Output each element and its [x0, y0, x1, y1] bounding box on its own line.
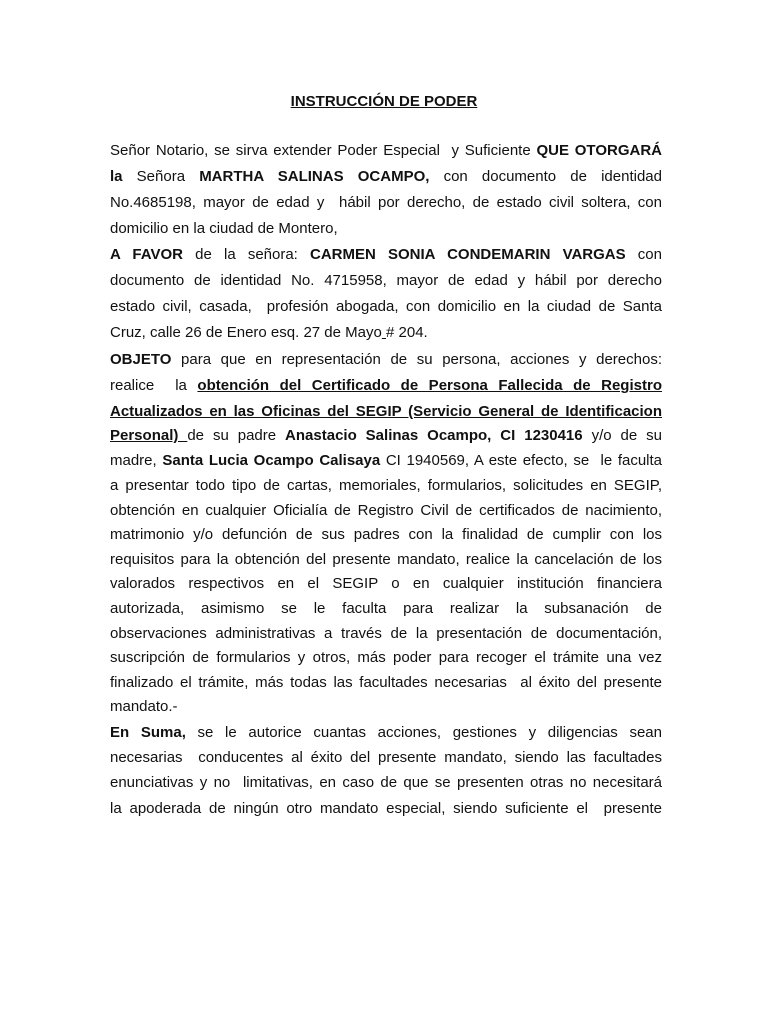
- line-text: para que en representación de su persona, acciones y derechos:: [171, 351, 662, 368]
- line-text: finalizado el trámite, más todas las facultades necesarias al éxito del presente: [110, 674, 662, 691]
- paragraph-line: [110, 501, 662, 521]
- bold-text: QUE OTORGARÁ: [536, 142, 662, 159]
- underlined-bold-text: obtención del Certificado de Persona Fallecida de Registro: [197, 377, 662, 394]
- paragraph-line: [110, 624, 662, 644]
- paragraph-line: [110, 167, 662, 187]
- line-text: necesarias conducentes al éxito del presente mandato, siendo las facultades: [110, 749, 662, 766]
- paragraph-line: [110, 697, 662, 717]
- underlined-comma: ,: [425, 168, 430, 185]
- section-heading: OBJETO: [110, 351, 172, 368]
- section-heading: En Suma,: [110, 724, 186, 741]
- line-text: suscripción de formularios y otros, más poder para recoger el trámite una vez: [110, 649, 662, 666]
- paragraph-line: [110, 323, 662, 343]
- line-text: # 204.: [386, 324, 428, 341]
- paragraph-line: [110, 773, 662, 793]
- paragraph-line: [110, 525, 662, 545]
- line-text: estado civil, casada, profesión abogada, con domicilio en la ciudad de Santa: [110, 298, 662, 315]
- line-text: Cruz, calle 26 de Enero esq. 27 de Mayo: [110, 324, 382, 341]
- line-text: se le autorice cuantas acciones, gestiones y diligencias sean: [185, 724, 662, 741]
- paragraph-line: [110, 648, 662, 668]
- line-text: la apoderada de ningún otro mandato especial, siendo suficiente el presente: [110, 800, 662, 817]
- line-text: a presentar todo tipo de cartas, memoriales, formularios, solicitudes en SEGIP,: [110, 477, 662, 494]
- line-text: con documento de identidad: [429, 168, 662, 185]
- underlined-bold-text: Personal): [110, 427, 188, 444]
- paragraph-line: [110, 193, 662, 213]
- line-text: valorados respectivos en el SEGIP o en cualquier institución financiera: [110, 575, 662, 592]
- document-title: INSTRUCCIÓN DE PODER: [290, 93, 478, 110]
- paragraph-line: [110, 673, 662, 693]
- bold-text: la: [110, 168, 123, 185]
- paragraph-line: [110, 271, 662, 291]
- line-text: mandato.-: [110, 698, 178, 715]
- paragraph-line: [110, 723, 662, 743]
- paragraph-line: [110, 799, 662, 819]
- line-text: obtención en cualquier Oficialía de Registro Civil de certificados de nacimiento,: [110, 502, 662, 519]
- father-name: Anastacio Salinas Ocampo, CI 1230416: [285, 427, 583, 444]
- line-text: de su padre: [187, 427, 286, 444]
- paragraph-line: [110, 245, 662, 265]
- paragraph-line: [110, 574, 662, 594]
- line-text: No.4685198, mayor de edad y hábil por derecho, de estado civil soltera, con: [110, 194, 662, 211]
- paragraph-line: [110, 141, 662, 161]
- paragraph-line: [110, 297, 662, 317]
- line-text: realice la: [110, 377, 198, 394]
- line-text: Señora: [122, 168, 200, 185]
- line-text: Señor Notario, se sirva extender Poder Especial y Suficiente: [110, 142, 537, 159]
- paragraph-line: [110, 476, 662, 496]
- paragraph-line: [110, 350, 662, 370]
- line-text: documento de identidad No. 4715958, mayor de edad y hábil por derecho: [110, 272, 662, 289]
- line-text: domicilio en la ciudad de Montero,: [110, 220, 338, 237]
- paragraph-line: [110, 451, 662, 471]
- line-text: observaciones administrativas a través de la presentación de documentación,: [110, 625, 662, 642]
- line-text: requisitos para la obtención del presente mandato, realice la cancelación de los: [110, 551, 662, 568]
- paragraph-line: [110, 376, 662, 396]
- paragraph-line: [110, 550, 662, 570]
- paragraph-line: [110, 426, 662, 446]
- paragraph-line: [110, 748, 662, 768]
- attorney-name: CARMEN SONIA CONDEMARIN VARGAS: [310, 246, 626, 263]
- line-text: con: [625, 246, 662, 263]
- line-text: CI 1940569, A este efecto, se le faculta: [380, 452, 663, 469]
- section-heading: A FAVOR: [110, 246, 183, 263]
- line-text: madre,: [110, 452, 163, 469]
- line-text: matrimonio y/o defunción de sus padres con la finalidad de cumplir con los: [110, 526, 662, 543]
- line-text: de la señora:: [183, 246, 311, 263]
- paragraph-line: [110, 402, 662, 422]
- line-text: y/o de su: [582, 427, 662, 444]
- line-text: enunciativas y no limitativas, en caso de que se presenten otras no necesitará: [110, 774, 662, 791]
- underlined-bold-text: Actualizados en las Oficinas del SEGIP (Servicio General de Identificacion: [110, 403, 662, 420]
- line-text: autorizada, asimismo se le faculta para realizar la subsanación de: [110, 600, 662, 617]
- mother-name: Santa Lucia Ocampo Calisaya: [162, 452, 381, 469]
- paragraph-line: [110, 219, 662, 239]
- paragraph-line: [110, 599, 662, 619]
- grantor-name: MARTHA SALINAS OCAMPO: [199, 168, 426, 185]
